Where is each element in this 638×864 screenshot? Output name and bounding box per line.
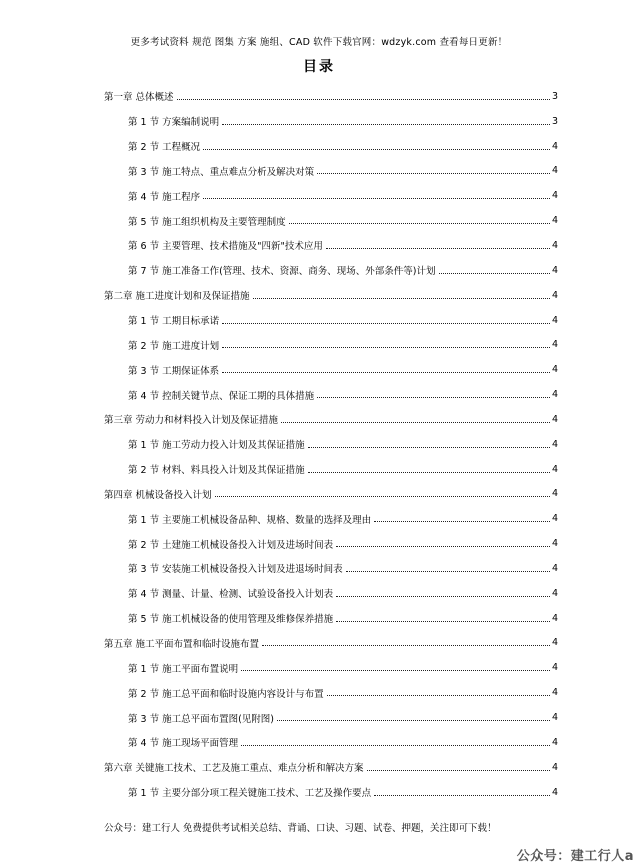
toc-chapter-entry[interactable] xyxy=(104,631,558,656)
toc-page-number: 4 xyxy=(551,264,558,276)
toc-dot-leader xyxy=(327,695,550,696)
toc-dot-leader xyxy=(277,720,550,721)
toc-dot-leader xyxy=(308,472,550,473)
toc-dot-leader xyxy=(253,298,550,299)
toc-entry-label: 第四章 机械设备投入计划 xyxy=(104,489,212,501)
toc-entry-label: 第 5 节 施工机械设备的使用管理及维修保养措施 xyxy=(128,614,334,626)
toc-dot-leader xyxy=(262,645,550,646)
toc-dot-leader xyxy=(336,621,550,622)
toc-page-number: 4 xyxy=(551,612,558,624)
toc-dot-leader xyxy=(367,770,550,771)
toc-entry-label: 第 2 节 土建施工机械设备投入计划及进场时间表 xyxy=(128,539,334,551)
toc-page-number: 4 xyxy=(551,239,558,251)
toc-page-number: 4 xyxy=(551,587,558,599)
watermark: 公众号：建工行人a xyxy=(516,849,634,864)
toc-page-number: 3 xyxy=(551,115,558,127)
toc-section-entry[interactable] xyxy=(104,159,558,184)
toc-page-number: 4 xyxy=(551,165,558,177)
toc-entry-label: 第 1 节 施工平面布置说明 xyxy=(128,663,239,675)
toc-entry-label: 第 4 节 控制关键节点、保证工期的具体措施 xyxy=(128,390,315,402)
toc-page-number: 4 xyxy=(551,289,558,301)
toc-dot-leader xyxy=(203,198,550,199)
toc-dot-leader xyxy=(281,422,550,423)
toc-entry-label: 第一章 总体概述 xyxy=(104,92,174,104)
toc-entry-label: 第 4 节 施工现场平面管理 xyxy=(128,738,239,750)
toc-page-number: 4 xyxy=(551,190,558,202)
toc-dot-leader xyxy=(326,248,550,249)
toc-entry-label: 第 2 节 材料、料具投入计划及其保证措施 xyxy=(128,465,305,477)
footer-note: 公众号：建工行人 免费提供考试相关总结、背诵、口诀、习题、试卷、押题，关注即可下载！ xyxy=(104,823,497,834)
toc-section-entry[interactable] xyxy=(104,183,558,208)
toc-dot-leader xyxy=(336,546,550,547)
toc-dot-leader xyxy=(308,447,550,448)
toc-dot-leader xyxy=(374,795,550,796)
toc-section-entry[interactable] xyxy=(104,457,558,482)
toc-entry-label: 第 1 节 施工劳动力投入计划及其保证措施 xyxy=(128,440,305,452)
toc-section-entry[interactable] xyxy=(104,432,558,457)
toc-page-number: 4 xyxy=(551,314,558,326)
toc-entry-label: 第 1 节 主要施工机械设备品种、规格、数量的选择及理由 xyxy=(128,514,372,526)
toc-chapter-entry[interactable] xyxy=(104,84,558,109)
toc-page-number: 4 xyxy=(551,140,558,152)
toc-page-number: 4 xyxy=(551,736,558,748)
toc-entry-label: 第二章 施工进度计划和及保证措施 xyxy=(104,291,250,303)
toc-section-entry[interactable] xyxy=(104,581,558,606)
toc-section-entry[interactable] xyxy=(104,556,558,581)
toc-section-entry[interactable] xyxy=(104,134,558,159)
toc-page-number: 4 xyxy=(551,562,558,574)
toc-entry-label: 第 6 节 主要管理、技术措施及"四新"技术应用 xyxy=(128,241,323,253)
toc-page-number: 4 xyxy=(551,339,558,351)
toc-page-number: 4 xyxy=(551,687,558,699)
toc-page-number: 4 xyxy=(551,662,558,674)
toc-section-entry[interactable] xyxy=(104,680,558,705)
toc-section-entry[interactable] xyxy=(104,606,558,631)
toc-section-entry[interactable] xyxy=(104,109,558,134)
page-title: 目录 xyxy=(303,59,335,75)
toc-entry-label: 第 7 节 施工准备工作(管理、技术、资源、商务、现场、外部条件等)计划 xyxy=(128,266,436,278)
toc-entry-label: 第六章 关键施工技术、工艺及施工重点、难点分析和解决方案 xyxy=(104,763,364,775)
toc-entry-label: 第 1 节 工期目标承诺 xyxy=(128,316,220,328)
toc-entry-label: 第 3 节 施工总平面布置图(见附图) xyxy=(128,713,275,725)
toc-section-entry[interactable] xyxy=(104,332,558,357)
toc-section-entry[interactable] xyxy=(104,730,558,755)
toc-page-number: 4 xyxy=(551,488,558,500)
toc-entry-label: 第 3 节 施工特点、重点难点分析及解决对策 xyxy=(128,166,315,178)
toc-dot-leader xyxy=(222,323,550,324)
toc-page-number: 4 xyxy=(551,413,558,425)
toc-entry-label: 第 1 节 方案编制说明 xyxy=(128,117,220,129)
toc-entry-label: 第五章 施工平面布置和临时设施布置 xyxy=(104,638,260,650)
toc-section-entry[interactable] xyxy=(104,208,558,233)
toc-dot-leader xyxy=(203,149,550,150)
toc-section-entry[interactable] xyxy=(104,655,558,680)
toc-page-number: 4 xyxy=(551,463,558,475)
toc-entry-label: 第 2 节 施工总平面和临时设施内容设计与布置 xyxy=(128,688,324,700)
toc-chapter-entry[interactable] xyxy=(104,407,558,432)
toc-dot-leader xyxy=(222,347,550,348)
toc-page-number: 4 xyxy=(551,637,558,649)
toc-entry-label: 第 5 节 施工组织机构及主要管理制度 xyxy=(128,216,286,228)
toc-dot-leader xyxy=(177,99,550,100)
toc-page-number: 4 xyxy=(551,389,558,401)
toc-page-number: 4 xyxy=(551,761,558,773)
toc-entry-label: 第 3 节 安装施工机械设备投入计划及进退场时间表 xyxy=(128,564,343,576)
toc-dot-leader xyxy=(336,596,550,597)
toc-dot-leader xyxy=(317,173,550,174)
toc-dot-leader xyxy=(222,372,550,373)
toc-page-number: 4 xyxy=(551,538,558,550)
toc-entry-label: 第三章 劳动力和材料投入计划及保证措施 xyxy=(104,415,279,427)
toc-entry-label: 第 2 节 施工进度计划 xyxy=(128,340,220,352)
toc-page-number: 4 xyxy=(551,438,558,450)
toc-dot-leader xyxy=(241,745,550,746)
toc-entry-label: 第 4 节 施工程序 xyxy=(128,191,201,203)
toc-entry-label: 第 1 节 主要分部分项工程关键施工技术、工艺及操作要点 xyxy=(128,788,372,800)
toc-entry-label: 第 2 节 工程概况 xyxy=(128,142,201,154)
header-note: 更多考试资料 规范 图集 方案 施组、CAD 软件下载官网：wdzyk.com 查看每日更新！ xyxy=(130,37,508,48)
toc-section-entry[interactable] xyxy=(104,705,558,730)
toc-entry-label: 第 4 节 测量、计量、检测、试验设备投入计划表 xyxy=(128,589,334,601)
toc-section-entry[interactable] xyxy=(104,780,558,805)
toc-dot-leader xyxy=(241,670,550,671)
toc-section-entry[interactable] xyxy=(104,308,558,333)
table-of-contents xyxy=(104,84,558,804)
toc-section-entry[interactable] xyxy=(104,258,558,283)
toc-section-entry[interactable] xyxy=(104,506,558,531)
toc-entry-label: 第 3 节 工期保证体系 xyxy=(128,365,220,377)
toc-chapter-entry[interactable] xyxy=(104,283,558,308)
toc-section-entry[interactable] xyxy=(104,233,558,258)
toc-page-number: 4 xyxy=(551,786,558,798)
toc-dot-leader xyxy=(439,273,550,274)
toc-chapter-entry[interactable] xyxy=(104,482,558,507)
toc-chapter-entry[interactable] xyxy=(104,755,558,780)
toc-section-entry[interactable] xyxy=(104,382,558,407)
toc-dot-leader xyxy=(346,571,550,572)
toc-page-number: 4 xyxy=(551,364,558,376)
toc-section-entry[interactable] xyxy=(104,531,558,556)
toc-page-number: 4 xyxy=(551,215,558,227)
toc-page-number: 4 xyxy=(551,513,558,525)
toc-page-number: 3 xyxy=(551,90,558,102)
toc-dot-leader xyxy=(215,496,550,497)
toc-dot-leader xyxy=(317,397,550,398)
toc-dot-leader xyxy=(289,223,550,224)
toc-page-number: 4 xyxy=(551,712,558,724)
toc-dot-leader xyxy=(374,521,550,522)
toc-section-entry[interactable] xyxy=(104,357,558,382)
toc-dot-leader xyxy=(222,124,550,125)
